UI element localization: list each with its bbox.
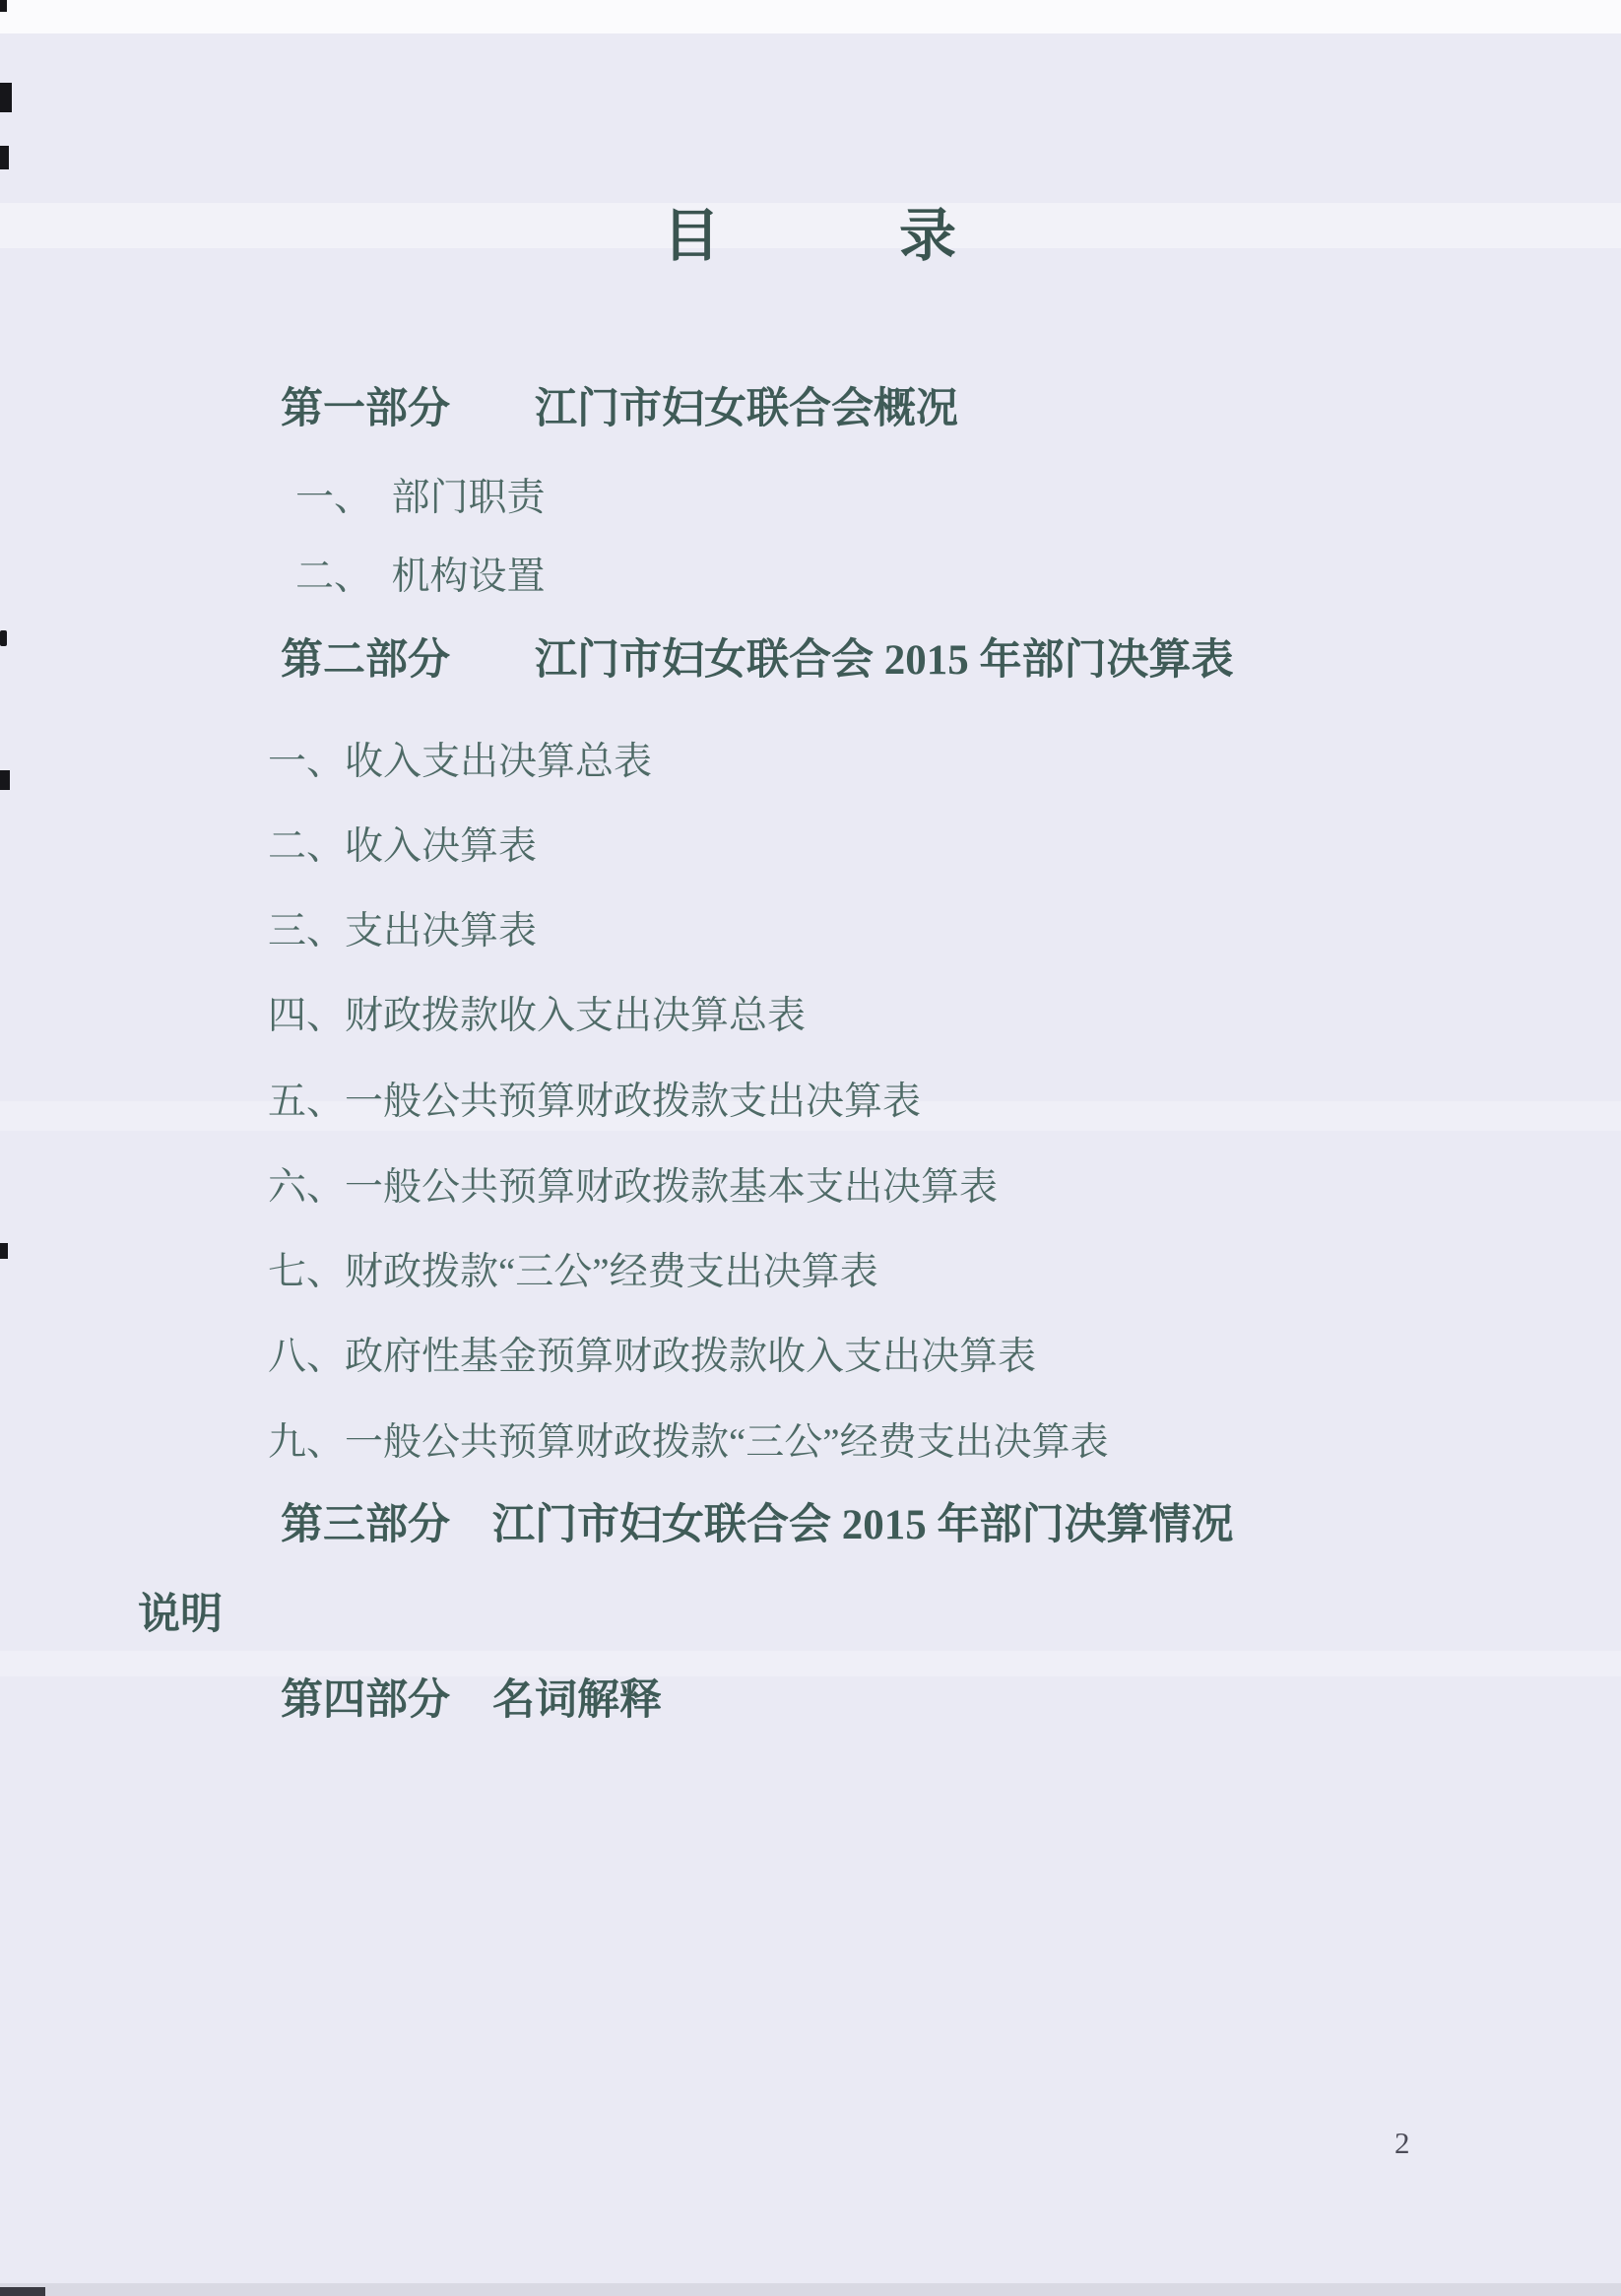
scan-band-lower — [0, 1651, 1621, 1676]
scan-artifact — [0, 0, 7, 12]
toc-heading-part3-continuation: 说明 — [138, 1592, 223, 1638]
document-title: 目 录 — [662, 204, 958, 268]
scan-artifact — [0, 2287, 45, 2296]
toc-item: 四、财政拨款收入支出决算总表 — [268, 995, 807, 1037]
toc-item: 五、一般公共预算财政拨款支出决算表 — [268, 1081, 922, 1123]
scan-artifact — [0, 83, 12, 112]
toc-item: 一、 部门职责 — [295, 477, 546, 519]
scan-artifact — [0, 146, 9, 169]
page-number: 2 — [1394, 2126, 1410, 2160]
scan-band-top — [0, 0, 1621, 33]
toc-item: 九、一般公共预算财政拨款“三公”经费支出决算表 — [268, 1421, 1109, 1464]
scan-artifact — [0, 1243, 8, 1259]
scan-artifact — [0, 770, 10, 790]
toc-item: 二、收入决算表 — [268, 825, 538, 868]
toc-heading-part1: 第一部分 江门市妇女联合会概况 — [281, 386, 958, 432]
scan-band-bottom — [0, 2283, 1621, 2296]
toc-heading-part4: 第四部分 名词解释 — [281, 1677, 662, 1724]
toc-item: 二、 机构设置 — [295, 556, 546, 598]
scan-artifact — [0, 630, 7, 646]
toc-item: 七、财政拨款“三公”经费支出决算表 — [268, 1251, 878, 1293]
toc-item: 三、支出决算表 — [268, 910, 538, 952]
toc-item: 八、政府性基金预算财政拨款收入支出决算表 — [268, 1336, 1037, 1378]
toc-item: 一、收入支出决算总表 — [268, 741, 653, 783]
toc-item: 六、一般公共预算财政拨款基本支出决算表 — [268, 1166, 999, 1209]
toc-heading-part3: 第三部分 江门市妇女联合会 2015 年部门决算情况 — [281, 1502, 1234, 1548]
toc-heading-part2: 第二部分 江门市妇女联合会 2015 年部门决算表 — [281, 637, 1234, 684]
